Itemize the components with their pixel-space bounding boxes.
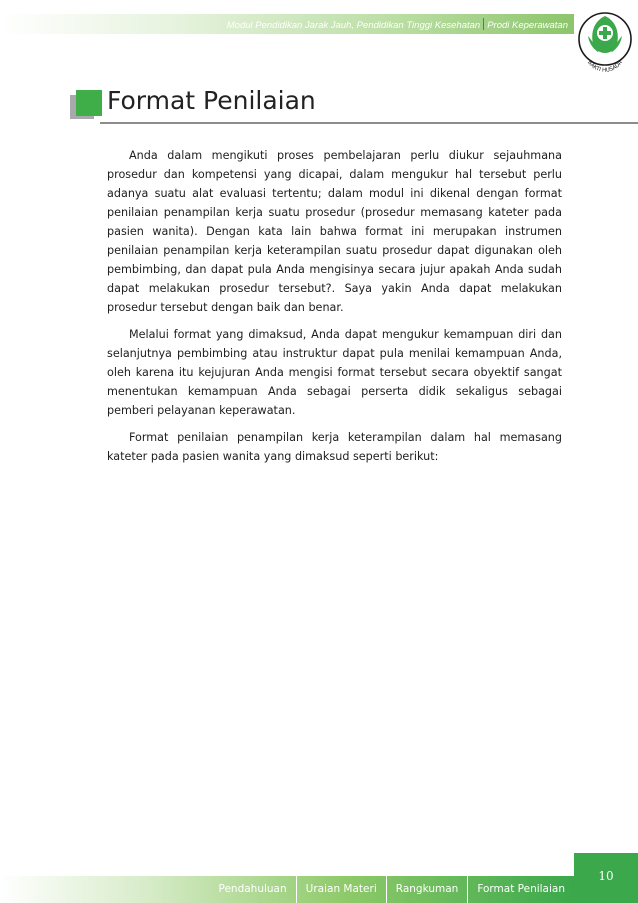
body-text xyxy=(107,146,562,474)
page-number: 10 xyxy=(598,869,614,883)
logo-text: BAKTI HUSADA xyxy=(586,59,624,74)
page-title: Format Penilaian xyxy=(107,86,316,115)
bakti-husada-logo xyxy=(574,6,636,86)
nav-rangkuman[interactable]: Rangkuman xyxy=(386,876,468,903)
paragraph-1: Anda dalam mengikuti proses pembelajaran perlu diukur sejauhmana prosedur dan kompetensi yang dicapai, dalam mengukur hal tersebut perlu adanya suatu alat evaluasi tertentu; dalam modul ini dikenal dengan format penilaian penampilan kerja suatu prosedur (prosedur memasang kateter pada pasien wanita). Dengan kata lain bahwa format ini merupakan instrumen penilaian penampilan kerja keterampilan suatu prosedur dapat digunakan oleh pembimbing, dan dapat pula Anda mengisinya secara jujur apakah Anda sudah dapat melakukan prosedur tersebut?. Saya yakin Anda dapat melakukan prosedur tersebut dengan baik dan benar. xyxy=(107,149,562,314)
title-divider xyxy=(100,122,638,124)
title-marker-green-square xyxy=(76,90,102,116)
header-separator xyxy=(483,18,484,30)
header-program: Prodi Keperawatan xyxy=(487,20,568,31)
paragraph-2: Melalui format yang dimaksud, Anda dapat mengukur kemampuan diri dan selanjutnya pembimbing atau instruktur dapat pula menilai kemampuan Anda, oleh karena itu kejujuran Anda mengisi format tersebut secara obyektif sangat menentukan kemampuan Anda sebagai perserta didik sekaligus sebagai pemberi pelayanan keperawatan. xyxy=(107,328,562,417)
paragraph-3: Format penilaian penampilan kerja keterampilan dalam hal memasang kateter pada pasien wanita yang dimaksud seperti berikut: xyxy=(107,431,562,463)
nav-uraian-materi[interactable]: Uraian Materi xyxy=(296,876,386,903)
header-module: Modul Pendidikan Jarak Jauh, Pendidikan Tinggi Kesehatan xyxy=(226,20,481,31)
footer-nav xyxy=(210,876,575,903)
nav-pendahuluan[interactable]: Pendahuluan xyxy=(218,883,287,895)
nav-format-penilaian[interactable]: Format Penilaian xyxy=(467,876,574,903)
header-text xyxy=(227,18,568,31)
